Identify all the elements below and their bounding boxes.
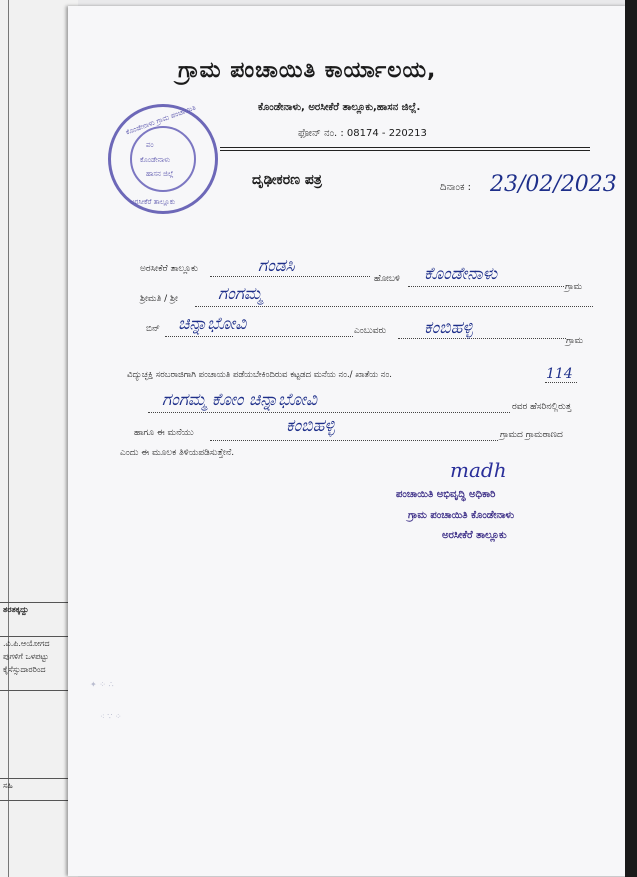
underlying-cell-2-line-1: .ವಿ.ಪಿ.ಆಯೋಗದ xyxy=(3,639,50,648)
row1-value: ಗಂಡಸಿ xyxy=(258,256,295,276)
row3-label: ಬಿನ್ xyxy=(146,324,160,334)
stamp-outer-text: ಕೊಂಡೇನಾಳು ಗ್ರಾಮ ಪಂಚಾಯಿತಿ xyxy=(124,103,197,137)
row1-mid-label: ಹೋಬಳಿ xyxy=(374,274,400,284)
row5-dotted-line xyxy=(148,412,510,413)
signature-office: ಗ್ರಾಮ ಪಂಚಾಯಿತಿ ಕೊಂಡೇನಾಳು xyxy=(408,510,515,521)
office-phone: ಫೋನ್ ನಂ. : 08174 - 220213 xyxy=(298,128,427,139)
certificate-heading: ದೃಢೀಕರಣ ಪತ್ರ xyxy=(252,172,322,188)
row3-mid-label: ಎಂಬುವರು xyxy=(354,326,387,336)
signature-designation: ಪಂಚಾಯಿತಿ ಅಭಿವೃದ್ಧಿ ಅಧಿಕಾರಿ xyxy=(396,489,496,500)
header-rule xyxy=(220,147,590,148)
stamp-center-line-3: ಹಾಸನ ಜಿಲ್ಲೆ xyxy=(146,170,174,178)
signature-taluk: ಅರಸೀಕೆರೆ ತಾಲ್ಲೂಕು xyxy=(442,530,507,541)
row3-dotted-line xyxy=(165,336,353,337)
row1-dotted-line xyxy=(210,276,370,277)
header-rule xyxy=(220,150,590,151)
row6-value: ಕಂಬಿಹಳ್ಳಿ xyxy=(286,416,335,436)
row2-dotted-line xyxy=(195,306,593,307)
underlying-cell-3: ಸಹಿ xyxy=(0,778,72,796)
stamp-bottom-text: ಅರಸೀಕೆರೆ ತಾಲ್ಲೂಕು xyxy=(130,198,176,206)
row3-mid-value: ಕಂಬಿಹಳ್ಳಿ xyxy=(424,318,473,338)
bleed-through-mark: ⁖ ∵ ⁘ xyxy=(100,712,122,721)
date-value: 23/02/2023 xyxy=(490,172,617,197)
date-label: ದಿನಾಂಕ : xyxy=(440,182,472,193)
row1-suffix: ಗ್ರಾಮ xyxy=(565,282,583,292)
underlying-cell-2 xyxy=(0,636,72,688)
stamp-center-line-2: ಕೊಂಡೇನಾಳು xyxy=(140,156,171,164)
row3-mid-dotted-line xyxy=(398,338,566,339)
row4-dotted-line xyxy=(545,382,577,383)
row7-text: ಎಂದು ಈ ಮೂಲಕ ತಿಳಿಯಪಡಿಸುತ್ತೇನೆ. xyxy=(120,448,235,458)
row6-dotted-line xyxy=(210,440,498,441)
underlying-cell-1: ತರತಕ್ಕದ್ದು xyxy=(0,602,72,624)
underlying-column-line xyxy=(8,0,9,877)
underlying-divider xyxy=(0,690,72,695)
stamp-center-line-1: ಪಂ xyxy=(146,141,154,149)
underlying-cell-2-line-2: ಪುಗಳಿಗೆ ಒಳಪಟ್ಟು xyxy=(3,652,49,661)
scanner-edge xyxy=(625,0,637,877)
officer-signature: madh xyxy=(450,458,507,482)
underlying-divider xyxy=(0,800,72,805)
row2-label: ಶ್ರೀಮತಿ / ಶ್ರೀ xyxy=(140,294,178,304)
row3-value: ಚಿನ್ನಾಭೋವಿ xyxy=(178,314,247,334)
row4-value: 114 xyxy=(546,366,573,382)
row4-text: ವಿದ್ಯುಚ್ಛಕ್ತಿ ಸರಬರಾಜಿಗಾಗಿ ಪಂಚಾಯತಿ ಪಡೆಯಬೇಕಿಂದಿರುವ ಕಟ್ಟಡದ ಮನೆಯ ನಂ./ ಖಾತೆಯ ನಂ. xyxy=(127,370,392,380)
row6-suffix: ಗ್ರಾಮದ ಗ್ರಾಮಠಾಣದ xyxy=(500,430,563,440)
row5-value: ಗಂಗಮ್ಮ ಕೋಂ ಚಿನ್ನಾಭೋವಿ xyxy=(162,390,317,410)
row6-label: ಹಾಗೂ ಈ ಮನೆಯು xyxy=(134,428,194,438)
row2-value: ಗಂಗಮ್ಮ xyxy=(218,284,263,304)
row1-mid-value: ಕೊಂಡೇನಾಳು xyxy=(424,264,498,284)
bleed-through-mark: ✦ ⁘ ∴ xyxy=(90,680,114,689)
row5-suffix: ರವರ ಹೆಸರಿನಲ್ಲಿರುತ್ತ xyxy=(512,402,572,412)
row1-label: ಅರಸೀಕೆರೆ ತಾಲ್ಲೂಕು xyxy=(140,264,198,274)
office-address: ಕೊಂಡೇನಾಳು, ಅರಸೀಕೆರೆ ತಾಲ್ಲೂಕು,ಹಾಸನ ಜಿಲ್ಲೆ. xyxy=(258,102,421,113)
underlying-cell-2-line-3: ಕೈಸೆಸ್ಸುದಾರರಿಂದ xyxy=(3,665,46,674)
office-title: ಗ್ರಾಮ ಪಂಚಾಯಿತಿ ಕಾರ್ಯಾಲಯ, xyxy=(178,58,437,83)
row1-mid-dotted-line xyxy=(408,286,564,287)
row3-suffix: ಗ್ರಾಮ xyxy=(566,336,584,346)
underlying-sheet xyxy=(0,0,78,877)
